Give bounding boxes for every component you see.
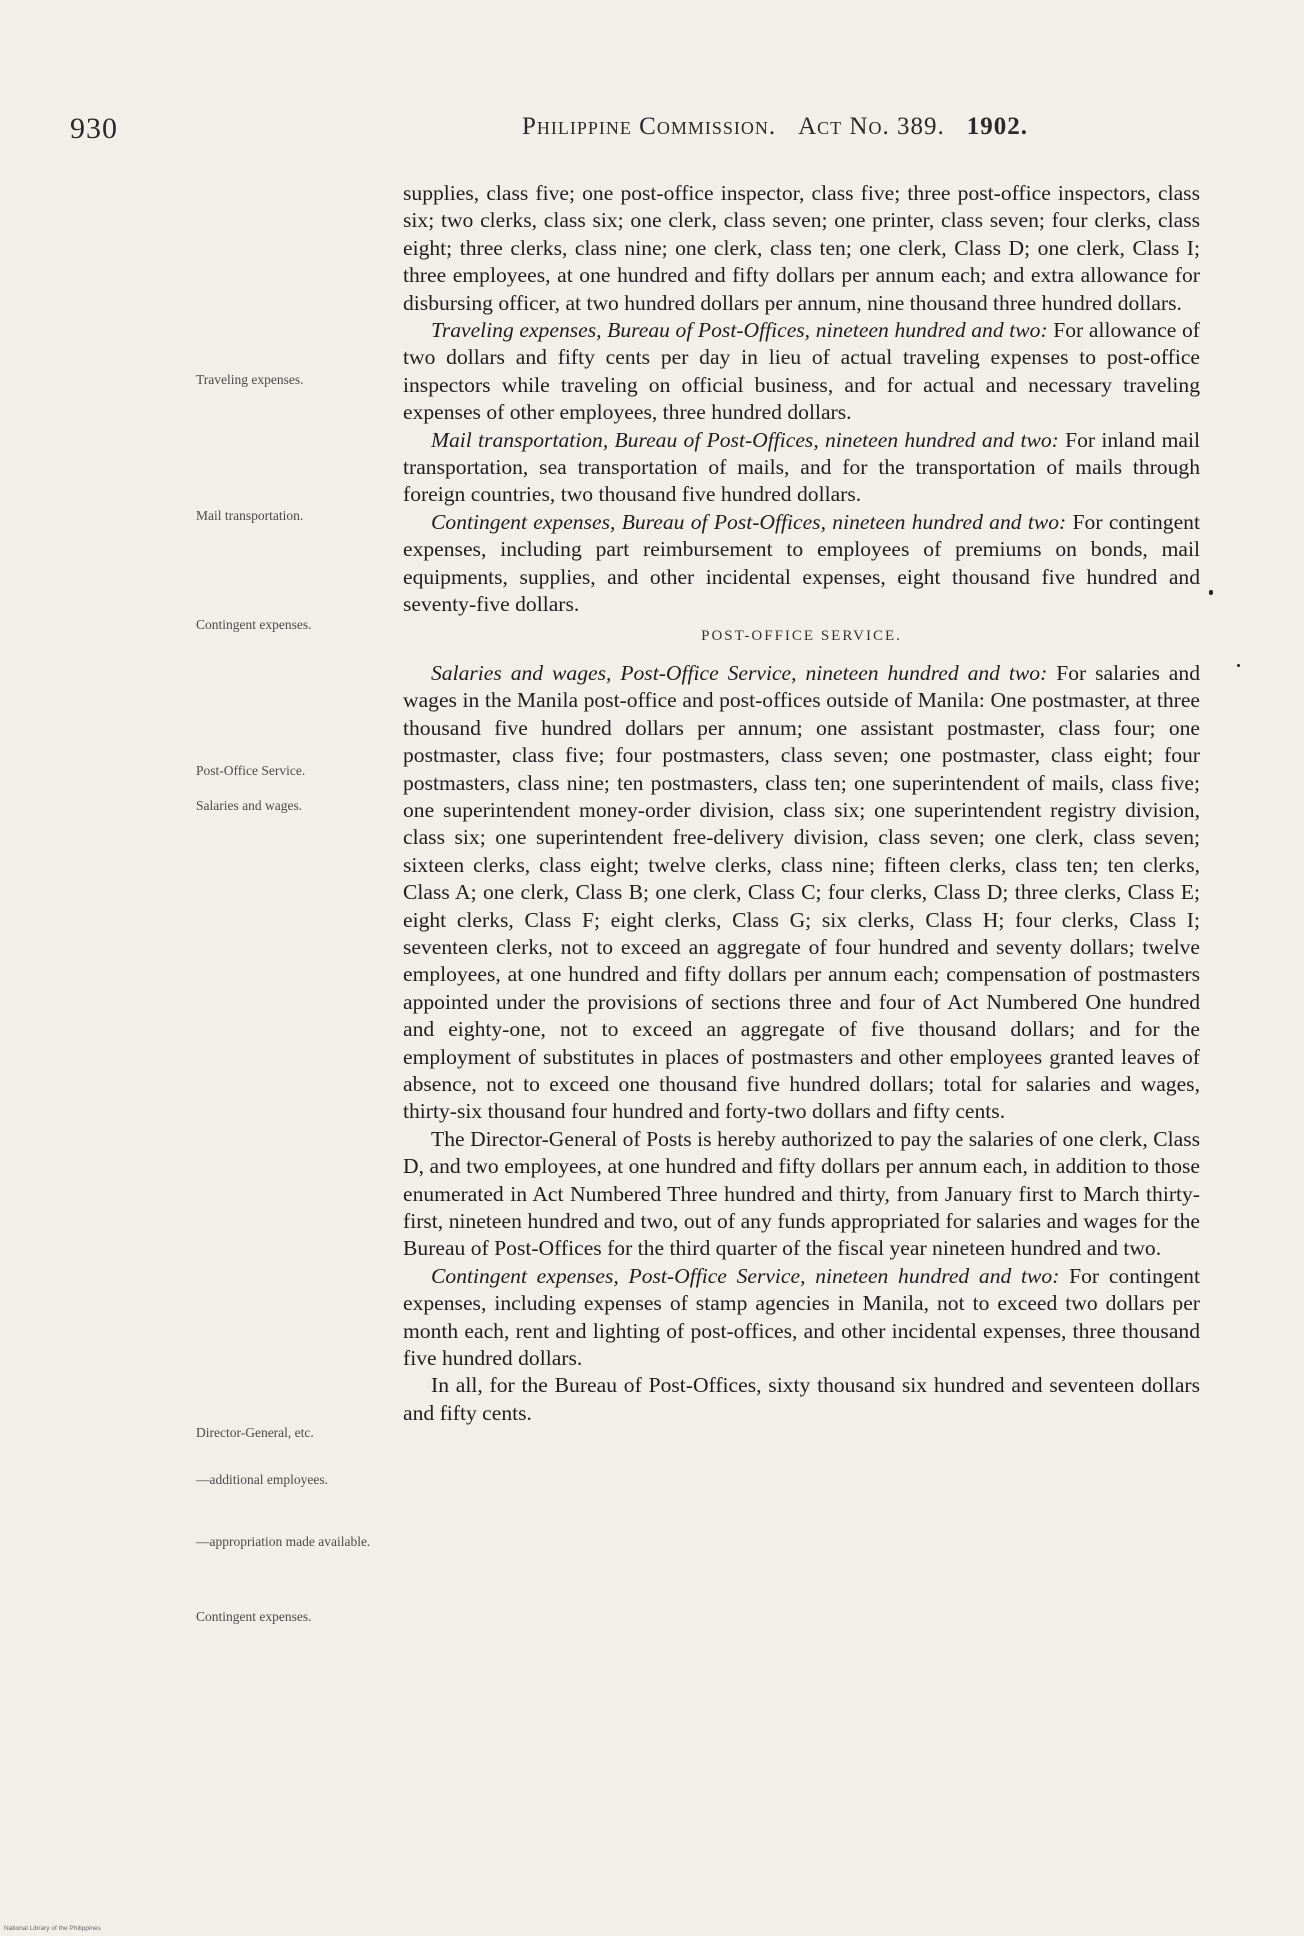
running-head-act: Act No. 389. xyxy=(798,113,945,140)
body-text xyxy=(403,180,1200,1427)
margin-note-contingent-expenses-bureau: Contingent expenses. xyxy=(196,617,312,632)
section-heading: POST-OFFICE SERVICE. xyxy=(701,627,902,644)
paragraph-text: For allowance of two dollars and fifty cents per day in lieu of actual traveling expenses to post-office inspectors while traveling on official business, and for actual and necessary traveling expenses of other employees, three hundred dollars. xyxy=(403,318,1200,425)
paragraph-title: Mail transportation, Bureau of Post-Offices, nineteen hundred and two: xyxy=(431,427,1059,452)
margin-note-additional-employees: —additional employees. xyxy=(196,1472,328,1487)
paragraph-title: Contingent expenses, Bureau of Post-Offices, nineteen hundred and two: xyxy=(431,509,1067,534)
paragraph-text: For inland mail transportation, sea transportation of mails, and for the transportation of mails through foreign countries, two thousand five hundred dollars. xyxy=(403,427,1200,507)
paragraph-supplies xyxy=(403,180,1200,317)
paragraph-title: Salaries and wages, Post-Office Service, nineteen hundred and two: xyxy=(431,660,1048,685)
paragraph-text: For contingent expenses, including expenses of stamp agencies in Manila, not to exceed two dollars per month each, rent and lighting of post-offices, and other incidental expenses, three thousand five hundred dollars. xyxy=(403,1263,1200,1371)
paragraph-contingent-expenses-post-office xyxy=(403,1263,1200,1373)
scan-footer: National Library of the Philippines xyxy=(4,1925,101,1932)
paragraph-title: Traveling expenses, Bureau of Post-Offices, nineteen hundred and two: xyxy=(431,318,1048,343)
margin-note-salaries-and-wages: Salaries and wages. xyxy=(196,798,303,813)
paragraph-text: supplies, class five; one post-office inspector, class five; three post-office inspectors, class six; two clerks, class six; one clerk, class seven; one printer, class seven; four clerks, class eight; three clerks, class nine; one clerk, class ten; one clerk, Class D; one clerk, Class I; three employees, at one hundred and fifty dollars per annum each; and extra allowance for disbursing officer, at two hundred dollars per annum, nine thousand three hundred dollars. xyxy=(403,181,1200,315)
paragraph-director-general xyxy=(403,1126,1200,1263)
print-speck xyxy=(1209,590,1213,595)
page-number: 930 xyxy=(70,112,118,145)
paragraph-mail-transportation xyxy=(403,427,1200,509)
paragraph-total xyxy=(403,1372,1200,1427)
running-head-year: 1902. xyxy=(966,113,1028,140)
margin-note-director-general: Director-General, etc. xyxy=(196,1425,314,1440)
margin-note-contingent-expenses-post-office: Contingent expenses. xyxy=(196,1609,312,1624)
paragraph-traveling-expenses xyxy=(403,317,1200,427)
margin-note-appropriation-made-available: —appropriation made available. xyxy=(196,1534,371,1549)
margin-note-mail-transportation: Mail transportation. xyxy=(196,508,304,523)
paragraph-contingent-expenses-bureau xyxy=(403,509,1200,619)
paragraph-salaries-and-wages xyxy=(403,660,1200,1126)
paragraph-title: Contingent expenses, Post-Office Service, nineteen hundred and two: xyxy=(431,1263,1060,1288)
paragraph-text: For salaries and wages in the Manila post-office and post-offices outside of Manila: One postmaster, at three thousand five hundred dollars per annum; one assistant postmaster, class four; one postmaster, class five; four postmasters, class seven; one postmaster, class eight; four postmasters, class nine; ten postmasters, class ten; one superintendent of mails, class five; one superintendent money-order division, class six; one superintendent registry division, class six; one superintendent free-delivery division, class seven; one clerk, class seven; sixteen clerks, class eight; twelve clerks, class nine; fifteen clerks, class ten; ten clerks, Class A; one clerk, Class B; one clerk, Class C; four clerks, Class D; three clerks, Class E; eight clerks, Class F; eight clerks, Class G; six clerks, Class H; four clerks, Class I; seventeen clerks, not to exceed an aggregate of four hundred and seventy dollars; twelve employees, at one hundred and fifty dollars per annum each; compensation of postmasters appointed under the provisions of sections three and four of Act Numbered One hundred and eighty-one, not to exceed an aggregate of five thousand dollars; and for the employment of substitutes in places of postmasters and other employees granted leaves of absence, not to exceed one thousand five hundred dollars; total for salaries and wages, thirty-six thousand four hundred and forty-two dollars and fifty cents. xyxy=(403,660,1200,1124)
running-head-publication: Philippine Commission. xyxy=(522,113,777,140)
margin-note-post-office-service: Post-Office Service. xyxy=(196,763,306,778)
running-head xyxy=(522,113,1028,141)
margin-note-traveling-expenses: Traveling expenses. xyxy=(196,372,304,387)
paragraph-text: For contingent expenses, including part reimbursement to employees of premiums on bonds, mail equipments, supplies, and other incidental expenses, eight thousand five hundred and seventy-five dollars. xyxy=(403,509,1200,617)
paragraph-text: The Director-General of Posts is hereby authorized to pay the salaries of one clerk, Class D, and two employees, at one hundred and fifty dollars per annum each, in addition to those enumerated in Act Numbered Three hundred and thirty, from January first to March thirty-first, nineteen hundred and two, out of any funds appropriated for salaries and wages for the Bureau of Post-Offices for the third quarter of the fiscal year nineteen hundred and two. xyxy=(403,1126,1200,1261)
print-speck xyxy=(1237,664,1240,667)
paragraph-text: In all, for the Bureau of Post-Offices, sixty thousand six hundred and seventeen dollars and fifty cents. xyxy=(403,1373,1200,1425)
